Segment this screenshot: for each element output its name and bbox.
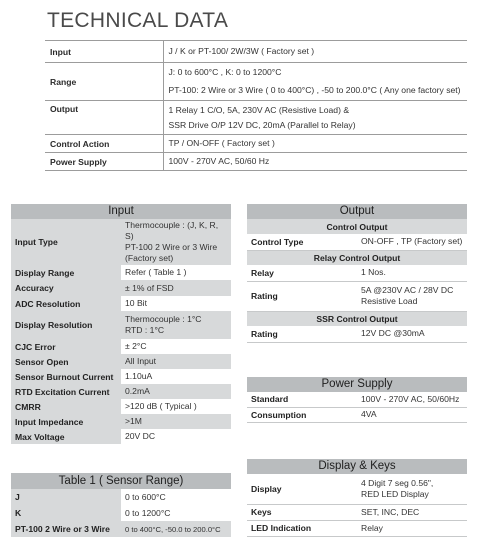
row-value: Thermocouple : 1°C RTD : 1°C [121, 311, 231, 339]
row-value [163, 41, 467, 63]
row-label: CJC Error [11, 339, 121, 354]
table-row [11, 311, 231, 339]
table-row [45, 101, 467, 135]
table-row [11, 429, 231, 444]
row-value [163, 101, 467, 135]
input-panel [11, 204, 231, 444]
row-value: SET, INC, DEC [357, 504, 467, 520]
row-value: 0.2mA [121, 384, 231, 399]
sensor-range-panel [11, 473, 231, 537]
row-label: PT-100 2 Wire or 3 Wire [11, 521, 121, 537]
table-row [247, 407, 467, 422]
row-label: LED Indication [247, 520, 357, 536]
row-value: 4VA [357, 407, 467, 422]
row-label: Sensor Open [11, 354, 121, 369]
table-row [247, 281, 467, 311]
row-value [163, 63, 467, 101]
row-value: 0 to 400°C, -50.0 to 200.0°C [121, 521, 231, 537]
output-panel-header: Output [247, 204, 467, 219]
value-line: J: 0 to 600°C , K: 0 to 1200°C [168, 67, 282, 77]
table-row [247, 326, 467, 342]
row-label: Max Voltage [11, 429, 121, 444]
row-label: Control Action [45, 135, 163, 153]
row-value: ± 2°C [121, 339, 231, 354]
row-value: 5A @230V AC / 28V DC Resistive Load [357, 281, 467, 311]
row-label: Display Range [11, 265, 121, 280]
value-line: 1 Relay 1 C/O, 5A, 230V AC (Resistive Load) & [168, 104, 350, 115]
value-line: SSR Drive O/P 12V DC, 20mA (Parallel to Relay) [168, 119, 356, 130]
row-label: Display Resolution [11, 311, 121, 339]
table-row [11, 280, 231, 296]
relay-output-subheader: Relay Control Output [247, 250, 467, 265]
row-value: 4 Digit 7 seg 0.56", RED LED Display [357, 474, 467, 504]
row-label: Rating [247, 281, 357, 311]
table-row [11, 354, 231, 369]
row-label: Sensor Burnout Current [11, 369, 121, 384]
table-row [11, 521, 231, 537]
row-value: 1 Nos. [357, 265, 467, 281]
row-value: Relay [357, 520, 467, 536]
table-row [247, 392, 467, 407]
row-label: Rating [247, 326, 357, 342]
row-label: Standard [247, 392, 357, 407]
row-label: Keys [247, 504, 357, 520]
row-value: Thermocouple : (J, K, R, S) PT-100 2 Wire or 3 Wire (Factory set) [121, 219, 231, 265]
table-row [11, 414, 231, 429]
table-row [247, 504, 467, 520]
row-value: 0 to 1200°C [121, 505, 231, 521]
table-row [11, 265, 231, 280]
row-label: Input Type [11, 219, 121, 265]
row-value: ON-OFF , TP (Factory set) [357, 234, 467, 250]
power-supply-header: Power Supply [247, 377, 467, 392]
display-keys-panel [247, 459, 467, 537]
table-row [45, 41, 467, 63]
row-label: Power Supply [45, 153, 163, 171]
input-panel-header: Input [11, 204, 231, 219]
row-label: ADC Resolution [11, 296, 121, 311]
table-row [45, 135, 467, 153]
row-value: 1.10uA [121, 369, 231, 384]
table-row [247, 219, 467, 234]
table-row [247, 520, 467, 536]
row-value [163, 135, 467, 153]
value-line: J / K or PT-100/ 2W/3W ( Factory set ) [168, 46, 315, 56]
row-label: Control Type [247, 234, 357, 250]
row-value: ± 1% of FSD [121, 280, 231, 296]
table-row [247, 234, 467, 250]
row-label: K [11, 505, 121, 521]
technical-data-table [45, 40, 467, 171]
row-label: Relay [247, 265, 357, 281]
table-row [11, 384, 231, 399]
row-label: Range [45, 63, 163, 101]
row-label: Input Impedance [11, 414, 121, 429]
table-row [11, 399, 231, 414]
table-row [11, 219, 231, 265]
row-label: Output [45, 101, 163, 135]
table-row [11, 296, 231, 311]
table-row [45, 63, 467, 101]
table-row [45, 153, 467, 171]
control-output-subheader: Control Output [247, 219, 467, 234]
table-row [11, 505, 231, 521]
value-line: PT-100: 2 Wire or 3 Wire ( 0 to 400°C) , -50 to 200.0°C ( Any one factory set) [168, 85, 461, 95]
row-value: 0 to 600°C [121, 489, 231, 505]
sensor-range-header: Table 1 ( Sensor Range) [11, 473, 231, 489]
row-value: >1M [121, 414, 231, 429]
row-value: 10 Bit [121, 296, 231, 311]
table-row [247, 474, 467, 504]
table-row [11, 339, 231, 354]
table-row [247, 250, 467, 265]
row-value: Refer ( Table 1 ) [121, 265, 231, 280]
display-keys-header: Display & Keys [247, 459, 467, 474]
table-row [11, 369, 231, 384]
row-label: Consumption [247, 407, 357, 422]
page-title: TECHNICAL DATA [47, 9, 229, 32]
row-label: RTD Excitation Current [11, 384, 121, 399]
row-value: 20V DC [121, 429, 231, 444]
row-label: CMRR [11, 399, 121, 414]
table-row [11, 489, 231, 505]
value-line: 100V - 270V AC, 50/60 Hz [168, 156, 270, 166]
row-label: J [11, 489, 121, 505]
value-line: TP / ON-OFF ( Factory set ) [168, 138, 275, 148]
table-row [247, 265, 467, 281]
row-label: Display [247, 474, 357, 504]
row-value: 12V DC @30mA [357, 326, 467, 342]
row-label: Accuracy [11, 280, 121, 296]
row-label: Input [45, 41, 163, 63]
row-value: 100V - 270V AC, 50/60Hz [357, 392, 467, 407]
table-row [247, 311, 467, 326]
power-supply-panel [247, 377, 467, 423]
row-value [163, 153, 467, 171]
row-value: >120 dB ( Typical ) [121, 399, 231, 414]
row-value: All Input [121, 354, 231, 369]
output-panel [247, 204, 467, 343]
ssr-output-subheader: SSR Control Output [247, 311, 467, 326]
